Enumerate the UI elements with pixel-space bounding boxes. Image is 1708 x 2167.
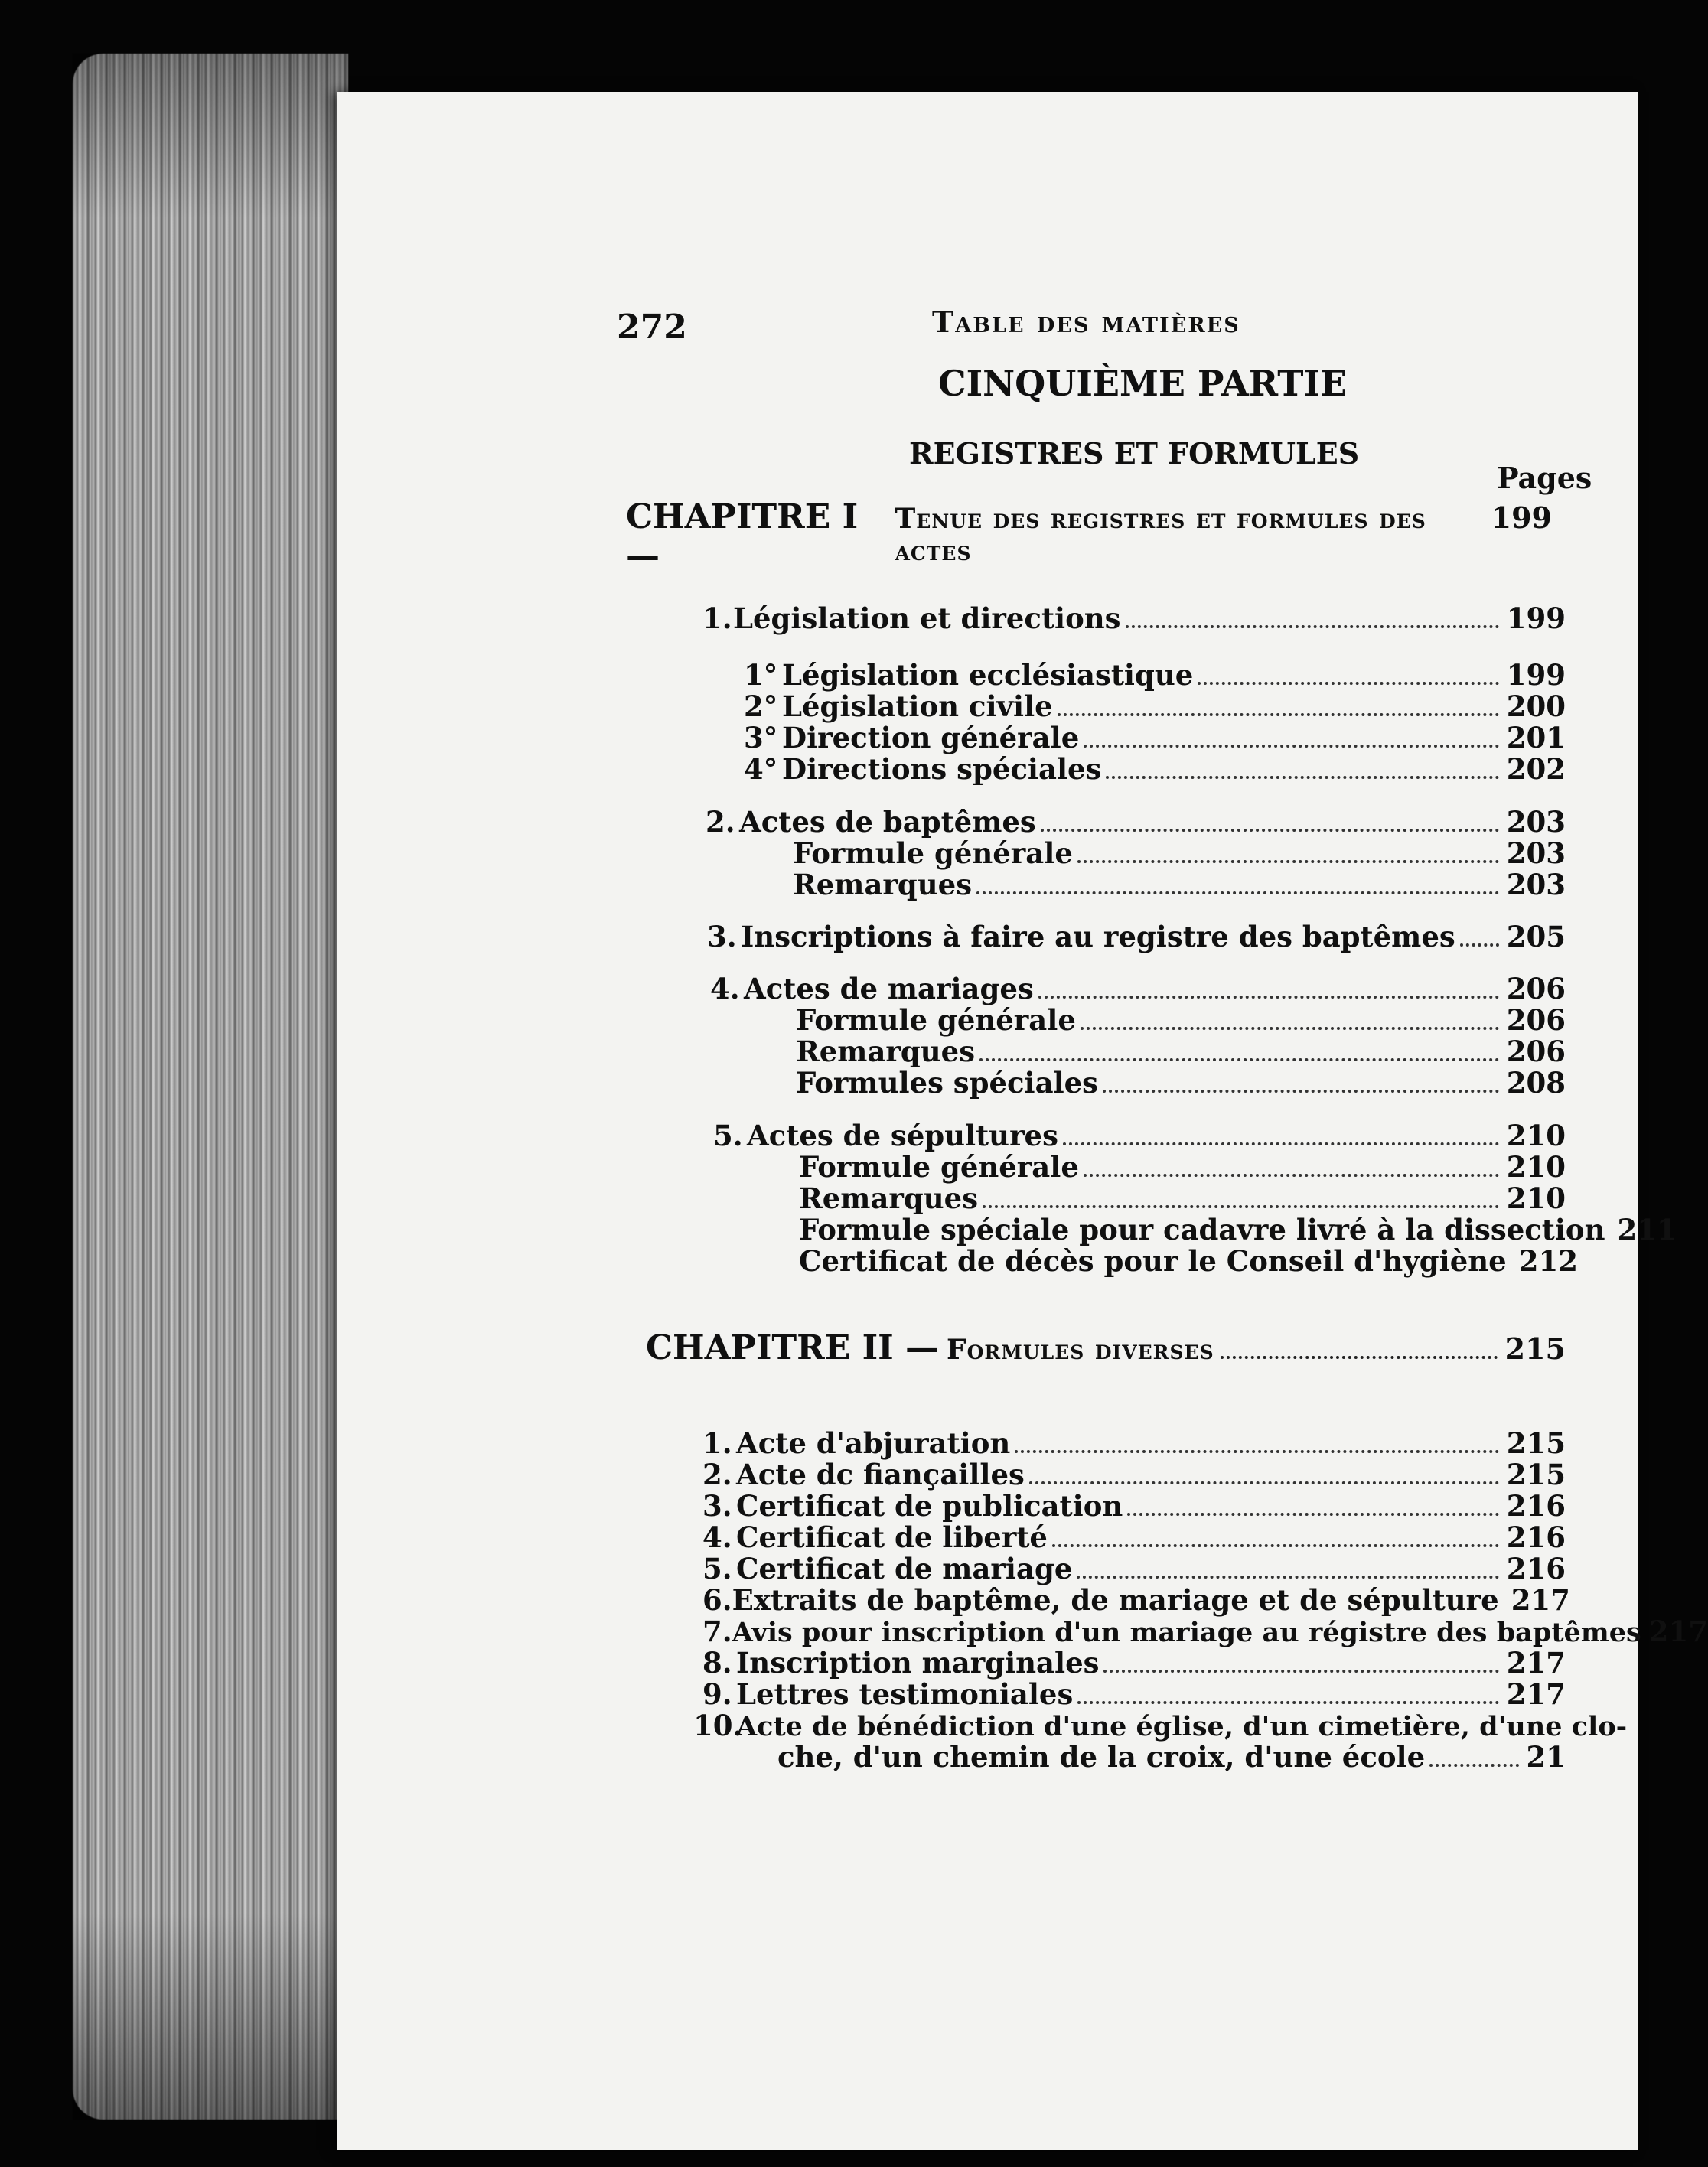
book-page-edges [73,54,348,2120]
part-subtitle: REGISTRES ET FORMULES [909,436,1360,471]
entry-number: 2. [706,805,735,839]
toc-entry [799,1244,1578,1278]
toc-entry [702,1583,1570,1617]
entry-number: 5. [702,1552,732,1585]
entry-title: Formule générale [796,1003,1076,1037]
dot-leader [1077,1701,1498,1704]
toc-entry [793,868,1566,900]
chapter-2-page: 215 [1504,1331,1566,1366]
entry-number: 3. [707,920,737,953]
dot-leader [1106,776,1498,779]
entry-number: 3° [744,721,778,754]
entry-page: 201 [1506,721,1566,754]
entry-title: Acte d'abjuration [736,1426,1011,1460]
entry-number: 2. [702,1458,732,1491]
entry-number: 1. [702,601,732,635]
dot-leader [1126,625,1499,628]
dot-leader [976,891,1499,894]
toc-entry [702,1677,1566,1709]
entry-title: che, d'un chemin de la croix, d'une école [777,1740,1426,1774]
entry-title: Inscriptions à faire au registre des baptêmes [741,920,1455,953]
entry-number: 3. [702,1489,732,1523]
entry-page: 215 [1506,1426,1566,1460]
dot-leader [1015,1450,1498,1453]
entry-number: 1. [702,1426,732,1460]
entry-number: 8. [702,1646,732,1680]
toc-entry [796,1003,1566,1035]
entry-number: 4. [702,1520,732,1554]
dot-leader [983,1205,1499,1208]
toc-entry [799,1181,1566,1214]
entry-title: Remarques [796,1035,976,1068]
toc-entry [744,689,1566,722]
toc-entry [702,1615,1708,1648]
toc-entry [713,1119,1566,1151]
entry-page: 202 [1506,752,1566,786]
entry-title: Formule générale [799,1150,1079,1184]
entry-number: 6. [702,1583,732,1617]
toc-entry [744,721,1566,753]
entry-title: Certificat de liberté [736,1520,1048,1554]
entry-title: Formules spéciales [796,1066,1099,1100]
entry-page: 212 [1518,1244,1578,1278]
entry-page: 199 [1506,658,1566,692]
toc-entry: 10.Acte de bénédiction d'une église, d'un cimetière, d'une clo- [693,1709,1628,1742]
entry-title: Acte dc fiançailles [736,1458,1025,1491]
entry-page: 217 [1511,1583,1570,1617]
toc-entry [777,1740,1566,1772]
chapter-1-title: Tenue des registres et formules des actes [895,503,1426,567]
entry-title: Lettres testimoniales [736,1677,1074,1711]
entry-page: 216 [1506,1520,1566,1554]
entry-page: 208 [1506,1066,1566,1100]
toc-entry [744,658,1566,690]
entry-page: 215 [1506,1458,1566,1491]
toc-entry [702,1426,1566,1458]
dot-leader [1077,1576,1498,1579]
dot-leader [1127,1513,1498,1516]
entry-page: 203 [1506,805,1566,839]
entry-page: 210 [1506,1150,1566,1184]
entry-number: 7. [702,1615,732,1648]
toc-entry [702,1489,1566,1521]
toc-entry [799,1213,1677,1246]
entry-title: Actes de sépultures [747,1119,1058,1152]
entry-title: Législation ecclésiastique [782,658,1194,692]
entry-page: 203 [1506,836,1566,870]
entry-page: 21 [1526,1740,1566,1774]
toc-entry [702,1552,1566,1584]
entry-page: 216 [1506,1489,1566,1523]
chapter-1-number: CHAPITRE I — [626,497,859,575]
entry-number: 1° [744,658,778,692]
dot-leader [1029,1481,1499,1484]
chapter-2-heading [646,1328,1566,1368]
entry-number: 4° [744,752,778,786]
chapter-1-heading [626,497,1552,575]
entry-title: Législation civile [782,689,1053,723]
toc-entry [702,1520,1566,1553]
page-number: 272 [617,308,687,347]
dot-leader [1198,682,1498,685]
entry-page: 206 [1506,1003,1566,1037]
entry-number: 5. [713,1119,743,1152]
book-page [337,92,1708,2150]
dot-leader [1038,996,1499,999]
entry-title: Directions spéciales [782,752,1102,786]
part-title: CINQUIÈME PARTIE [938,363,1348,404]
dot-leader [1221,1356,1498,1359]
dot-leader [1063,1142,1499,1145]
entry-page: 216 [1506,1552,1566,1585]
toc-entry [706,805,1566,837]
toc-entry [796,1035,1566,1067]
dot-leader [1077,860,1499,863]
entry-page: 217 [1506,1677,1566,1711]
dot-leader [1103,1670,1498,1673]
dot-leader [1041,829,1499,832]
entry-page: 206 [1506,972,1566,1005]
entry-title: Actes de baptêmes [739,805,1036,839]
dot-leader [1103,1090,1499,1093]
chapter-2-number: CHAPITRE II — [646,1328,940,1367]
toc-entry [702,1646,1566,1678]
toc-entry [799,1150,1566,1182]
entry-title: Formule spéciale pour cadavre livré à la dissection [799,1213,1605,1246]
dot-leader [1460,943,1499,947]
dot-leader [979,1058,1499,1061]
toc-entry [796,1066,1566,1098]
entry-page: 210 [1506,1119,1566,1152]
entry-page: 199 [1506,601,1566,635]
entry-page: 206 [1506,1035,1566,1068]
toc-entry [710,972,1566,1004]
toc-entry [793,836,1566,868]
entry-title: Législation et directions [733,601,1121,635]
toc-entry [702,601,1566,634]
entry-number: 4. [710,972,740,1005]
entry-page: 200 [1506,689,1566,723]
entry-title: Remarques [799,1181,979,1215]
entry-page: 203 [1506,868,1566,901]
entry-number: 2° [744,689,778,723]
chapter-2-title: Formules diverses [947,1334,1214,1366]
entry-title: Inscription marginales [736,1646,1100,1680]
entry-title: Certificat de mariage [736,1552,1073,1585]
dot-leader [1058,713,1499,716]
dot-leader [1052,1544,1499,1547]
running-title: Table des matières [932,305,1240,339]
dot-leader [1084,1174,1499,1177]
dot-leader [1084,745,1499,748]
entry-title: Formule générale [793,836,1073,870]
pages-column-label: Pages [1497,461,1592,495]
entry-page: 210 [1506,1181,1566,1215]
entry-page: 217 [1648,1615,1708,1648]
entry-title: Direction générale [782,721,1080,754]
toc-entry [707,920,1566,952]
entry-page: 211 [1617,1213,1677,1246]
toc-entry [702,1458,1566,1490]
entry-number: 9. [702,1677,732,1711]
dot-leader [1081,1027,1499,1030]
entry-title: Actes de mariages [744,972,1034,1005]
toc-entry [744,752,1566,784]
entry-title: Certificat de publication [736,1489,1123,1523]
entry-title: Avis pour inscription d'un mariage au régistre des baptêmes [732,1617,1641,1648]
entry-page: 205 [1506,920,1566,953]
entry-title: Extraits de baptême, de mariage et de sépulture [732,1583,1499,1617]
entry-title: Remarques [793,868,973,901]
chapter-1-page: 199 [1491,500,1552,535]
entry-page: 217 [1506,1646,1566,1680]
entry-title: Certificat de décès pour le Conseil d'hygiène [799,1244,1507,1278]
dot-leader [1429,1764,1518,1767]
